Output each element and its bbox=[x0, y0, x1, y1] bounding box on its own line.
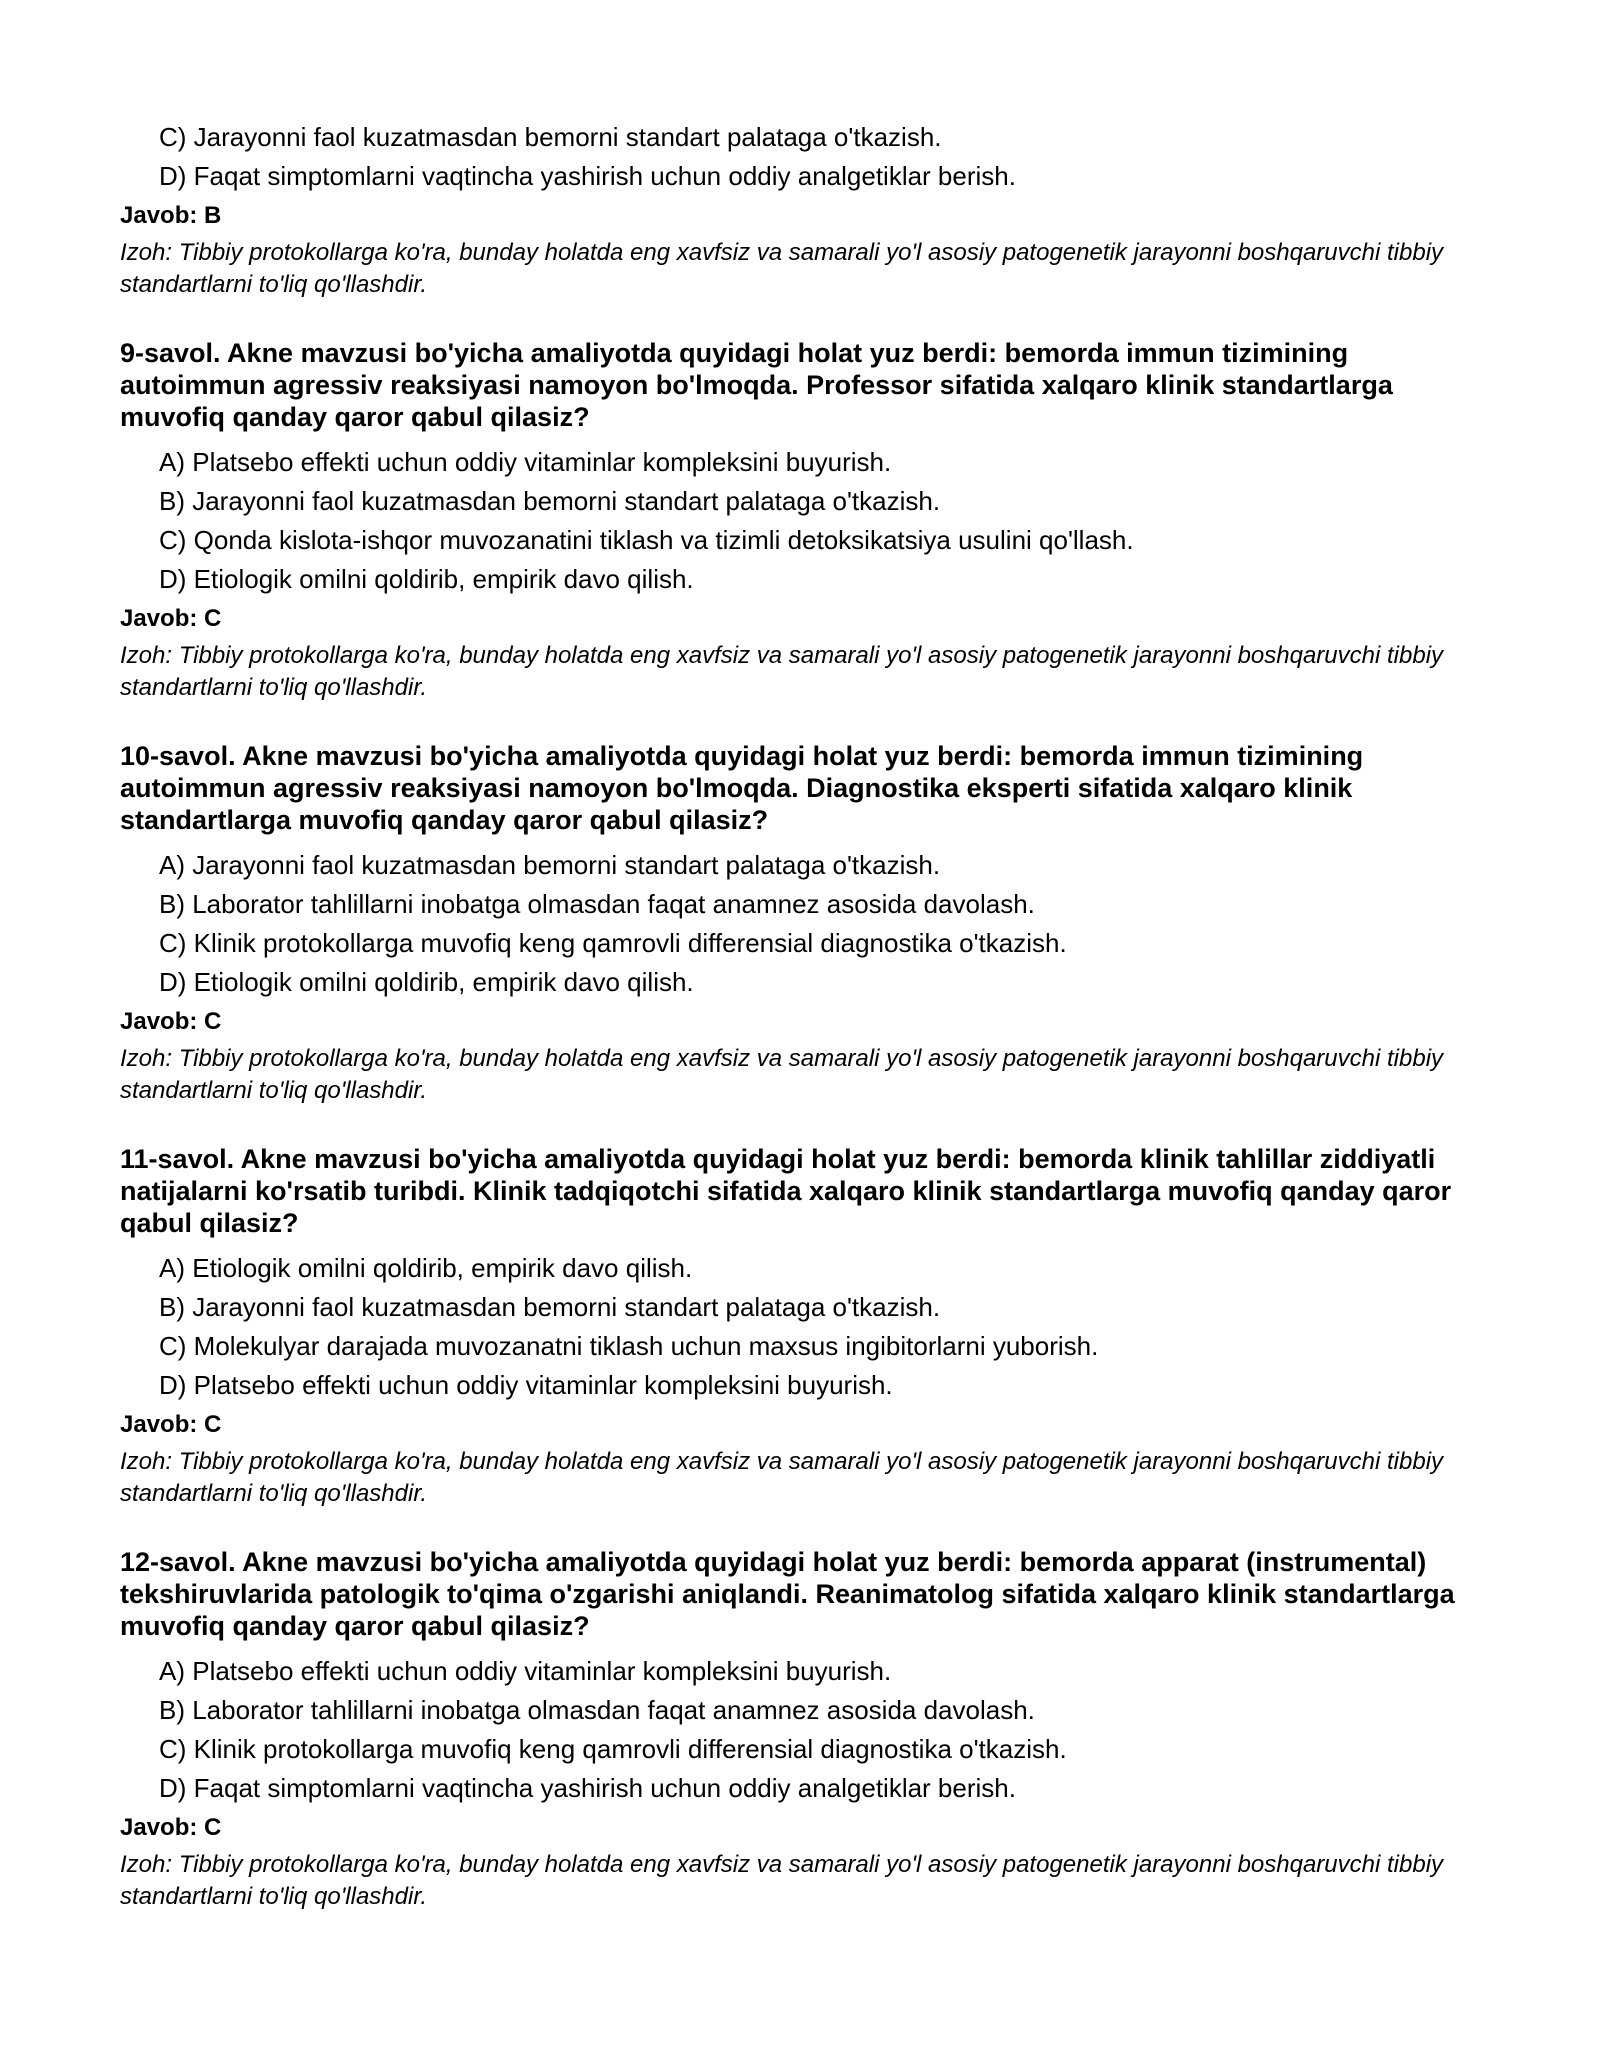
option-b: B) Jarayonni faol kuzatmasdan bemorni standart palataga o'tkazish. bbox=[159, 1292, 941, 1322]
option-c: C) Klinik protokollarga muvofiq keng qamrovli differensial diagnostika o'tkazish. bbox=[159, 1734, 1067, 1764]
explanation-note: Izoh: Tibbiy protokollarga ko'ra, bunday holatda eng xavfsiz va samarali yo'l asosiy patogenetik jarayonni boshqaruvchi tibbiy standartlarni to'liq qo'llashdir. bbox=[120, 1045, 1444, 1104]
document-page bbox=[120, 118, 1500, 1913]
option-d: D) Etiologik omilni qoldirib, empirik davo qilish. bbox=[159, 967, 694, 997]
explanation-note: Izoh: Tibbiy protokollarga ko'ra, bunday holatda eng xavfsiz va samarali yo'l asosiy patogenetik jarayonni boshqaruvchi tibbiy standartlarni to'liq qo'llashdir. bbox=[120, 1448, 1444, 1507]
question-12 bbox=[120, 1546, 1500, 1913]
question-text: 9-savol. Akne mavzusi bo'yicha amaliyotda quyidagi holat yuz berdi: bemorda immun tizimining autoimmun agressiv reaksiyasi namoyon bo'lmoqda. Professor sifatida xalqaro klinik standartlarga muvofiq qanday qaror qabul qilasiz? bbox=[120, 338, 1393, 432]
option-c: C) Jarayonni faol kuzatmasdan bemorni standart palataga o'tkazish. bbox=[159, 122, 942, 152]
answer-label: Javob: C bbox=[120, 1411, 222, 1438]
question-text: 12-savol. Akne mavzusi bo'yicha amaliyotda quyidagi holat yuz berdi: bemorda apparat (instrumental) tekshiruvlarida patologik to'qima o'zgarishi aniqlandi. Reanimatolog sifatida xalqaro klinik standartlarga muvofiq qanday qaror qabul qilasiz? bbox=[120, 1547, 1455, 1641]
option-a: A) Platsebo effekti uchun oddiy vitaminlar kompleksini buyurish. bbox=[159, 447, 892, 477]
option-c: C) Qonda kislota-ishqor muvozanatini tiklash va tizimli detoksikatsiya usulini qo'llash. bbox=[159, 525, 1134, 555]
option-c: C) Klinik protokollarga muvofiq keng qamrovli differensial diagnostika o'tkazish. bbox=[159, 928, 1067, 958]
question-8-continuation bbox=[120, 118, 1500, 301]
question-9 bbox=[120, 337, 1500, 704]
question-10 bbox=[120, 740, 1500, 1107]
explanation-note: Izoh: Tibbiy protokollarga ko'ra, bunday holatda eng xavfsiz va samarali yo'l asosiy patogenetik jarayonni boshqaruvchi tibbiy standartlarni to'liq qo'llashdir. bbox=[120, 1851, 1444, 1910]
explanation-note: Izoh: Tibbiy protokollarga ko'ra, bunday holatda eng xavfsiz va samarali yo'l asosiy patogenetik jarayonni boshqaruvchi tibbiy standartlarni to'liq qo'llashdir. bbox=[120, 642, 1444, 701]
option-a: A) Jarayonni faol kuzatmasdan bemorni standart palataga o'tkazish. bbox=[159, 850, 941, 880]
option-b: B) Laborator tahlillarni inobatga olmasdan faqat anamnez asosida davolash. bbox=[159, 1695, 1035, 1725]
option-d: D) Platsebo effekti uchun oddiy vitaminlar kompleksini buyurish. bbox=[159, 1370, 893, 1400]
answer-label: Javob: C bbox=[120, 1008, 222, 1035]
option-d: D) Faqat simptomlarni vaqtincha yashirish uchun oddiy analgetiklar berish. bbox=[159, 161, 1016, 191]
question-11 bbox=[120, 1143, 1500, 1510]
option-b: B) Jarayonni faol kuzatmasdan bemorni standart palataga o'tkazish. bbox=[159, 486, 941, 516]
question-text: 10-savol. Akne mavzusi bo'yicha amaliyotda quyidagi holat yuz berdi: bemorda immun tizimining autoimmun agressiv reaksiyasi namoyon bo'lmoqda. Diagnostika eksperti sifatida xalqaro klinik standartlarga muvofiq qanday qaror qabul qilasiz? bbox=[120, 741, 1364, 835]
option-d: D) Faqat simptomlarni vaqtincha yashirish uchun oddiy analgetiklar berish. bbox=[159, 1773, 1016, 1803]
answer-label: Javob: B bbox=[120, 202, 222, 229]
question-text: 11-savol. Akne mavzusi bo'yicha amaliyotda quyidagi holat yuz berdi: bemorda klinik tahlillar ziddiyatli natijalarni ko'rsatib turibdi. Klinik tadqiqotchi sifatida xalqaro klinik standartlarga muvofiq qanday qaror qabul qilasiz? bbox=[120, 1144, 1452, 1238]
option-a: A) Platsebo effekti uchun oddiy vitaminlar kompleksini buyurish. bbox=[159, 1656, 892, 1686]
option-c: C) Molekulyar darajada muvozanatni tiklash uchun maxsus ingibitorlarni yuborish. bbox=[159, 1331, 1099, 1361]
option-a: A) Etiologik omilni qoldirib, empirik davo qilish. bbox=[159, 1253, 693, 1283]
answer-label: Javob: C bbox=[120, 1814, 222, 1841]
option-b: B) Laborator tahlillarni inobatga olmasdan faqat anamnez asosida davolash. bbox=[159, 889, 1035, 919]
option-d: D) Etiologik omilni qoldirib, empirik davo qilish. bbox=[159, 564, 694, 594]
explanation-note: Izoh: Tibbiy protokollarga ko'ra, bunday holatda eng xavfsiz va samarali yo'l asosiy patogenetik jarayonni boshqaruvchi tibbiy standartlarni to'liq qo'llashdir. bbox=[120, 239, 1444, 298]
answer-label: Javob: C bbox=[120, 605, 222, 632]
